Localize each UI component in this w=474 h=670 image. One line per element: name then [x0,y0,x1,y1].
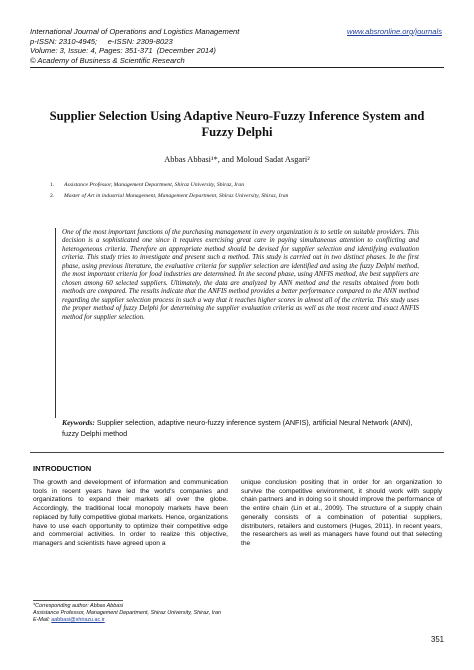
abstract-text: One of the most important functions of the purchasing management in every organization is to settle on suitable providers. This decision is a sophisticated one since it requires exercising great care in paying simultaneous attention to conflicting and heterogeneous criteria. Therefore an appropriate method should be devised for supplier selection and identifying evaluation criteria. This study tries to investigate and present such a method. This study is carried out in two distinct phases. In the first phase, using previous literature, the evaluative criteria for supplier selection are identified and using the fuzzy Delphi method, the most important criteria for food industries are determined. In the second phase, using ANFIS method, the best suppliers are chosen among 60 selected suppliers. Ultimately, the data are analyzed by ANN method and the results obtained from both methods are compared. The results indicate that the ANFIS method provides a better performance compared to the ANN method regarding the supplier selection process in such a way that it reaches higher scores in almost all of the criteria. This study uses the proper method of fuzzy Delphi for determining the supplier evaluation criteria as well as the most recent and exact ANFIS method for supplier selection. [62,228,419,321]
volume-line: Volume: 3, Issue: 4, Pages: 351-371 (December 2014) [30,46,216,56]
footnote [33,603,333,624]
paper-authors: Abbas Abbasi¹*, and Moloud Sadat Asgari² [164,155,310,164]
abstract-side-bar [55,228,56,418]
corresponding-author: *Corresponding author: Abbas Abbasi [33,603,124,609]
introduction-right-column: unique conclusion positing that in order for an organization to survive the competitive environment, it should work with supply chain partners and in doing so it should improve the performance of the entire chain (Lin et al., 2009). The structure of a supply chain generally consists of a combination of potential suppliers, distributers, retailers and customers (Huges, 2011). In recent years, the researchers as well as managers have found out that selecting the [241,479,442,547]
journal-website-link[interactable]: www.absronline.org/journals [347,27,442,36]
journal-header [30,27,330,65]
affiliation-number: 1. [50,182,55,188]
author-position: Assistance Professor, Management Department, Shiraz University, Shiraz, Iran [33,610,222,617]
page-number: 351 [430,635,444,644]
affiliation-item [50,180,450,191]
affiliations [50,180,450,201]
affiliation-number: 2. [50,192,55,199]
introduction-heading: INTRODUCTION [33,464,92,473]
affiliation-text: Assistance Professor, Management Department, Shiraz University, Shiraz, Iran [64,182,245,188]
copyright-line: © Academy of Business & Scientific Research [30,55,185,65]
keywords-label: Keywords: [62,418,95,427]
journal-name: International Journal of Operations and Logistics Management [30,27,240,36]
email-label: E-Mail: [33,617,52,624]
keywords-block [62,418,426,439]
footnote-rule [33,600,123,601]
affiliation-text: Master of Art in industrial Management, Management Department, Shiraz University, Shiraz, Iran [64,192,289,199]
issn-line: p-ISSN: 2310-4945; e-ISSN: 2309-8023 [30,36,173,46]
header-rule [30,67,444,68]
section-rule [30,452,444,453]
introduction-left-column: The growth and development of information and communication tools in recent years have led the world's companies and organizations to expand their markets all over the globe. Accordingly, the traditional local monopoly markets have been replaced by fully competitive global markets. Hence, organizations have to use each opportunity to optimize their competitive edge and commercial activities. In order to realize this objective, managers and scientists have agreed upon a [33,479,228,547]
keywords-text: Supplier selection, adaptive neuro-fuzzy inference system (ANFIS), artificial Neural Network (ANN), fuzzy Delphi method [62,418,413,438]
author-email-line [33,617,333,624]
email-link[interactable]: aabbasi@shirazu.ac.ir [51,617,105,624]
paper-title: Supplier Selection Using Adaptive Neuro-Fuzzy Inference System and Fuzzy Delphi [49,109,425,139]
affiliation-item [50,191,450,202]
